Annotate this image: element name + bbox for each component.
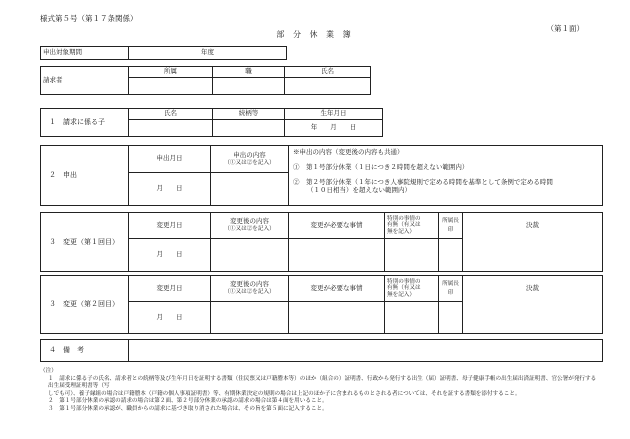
application-period-label: 申出対象期間 (41, 47, 129, 60)
application-option-2-line1: ② 第２号部分休業（１年につき人事院規則で定める時間を基準として条例で定める時間 (293, 177, 553, 186)
change2-col-special-line1: 特別の事情の (387, 278, 421, 285)
change2-reason-field[interactable] (289, 302, 385, 334)
child-label: １ 請求に係る子 (41, 109, 129, 137)
change1-col-special-line3: 無を記入） (387, 228, 415, 235)
change1-col-special-line1: 特別の事情の (387, 215, 421, 222)
application-content-title: ※申出の内容（変更後の内容も共通） (293, 148, 404, 156)
application-col-date: 申出月日 (129, 146, 211, 173)
note-1-line2: しでも可）、養子縁組の場合は戸籍謄本（戸籍の個人事項証明書）等、有期休業決定の規則の場合は上記のほか子に含まれるものとされる者については、それを証する書類を添付すること。 (48, 390, 521, 397)
application-option-1: ① 第１号部分休業（１日につき２時間を超えない範囲内） (293, 162, 469, 171)
child-col-name: 氏名 (129, 109, 213, 120)
change1-col-content (211, 213, 289, 239)
change2-col-date: 変更月日 (129, 276, 211, 302)
application-col-content-sub: （①又は②を記入） (224, 159, 275, 166)
notes-heading: （注） (40, 368, 57, 374)
change1-col-special (385, 213, 439, 239)
application-date-field[interactable]: 月 日 (129, 173, 211, 206)
change1-special-field[interactable] (385, 239, 439, 272)
change2-col-content-sub: （①又は②を記入） (224, 289, 275, 296)
change1-reason-field[interactable] (289, 239, 385, 272)
application-content-field[interactable] (211, 173, 289, 206)
note-3: ３ 第１号部分休業の承認が、職員からの請求に基づき取り消された場合は、その旨を第５面に記入すること。 (48, 405, 328, 412)
notes-section (40, 368, 600, 413)
remarks-field[interactable] (129, 340, 603, 362)
change2-col-special-line3: 無を記入） (387, 291, 415, 298)
child-dob-field[interactable]: 年 月 日 (285, 120, 383, 137)
change2-col-content (211, 276, 289, 302)
change2-table (40, 275, 603, 334)
change1-label: ３ 変更（第１回目） (41, 213, 129, 272)
application-table (40, 145, 603, 206)
child-table (40, 108, 383, 137)
applicant-label: 請求者 (41, 67, 129, 95)
change2-col-seal-line2: 印 (447, 290, 454, 296)
change1-col-content-sub: （①又は②を記入） (224, 226, 275, 233)
application-content-notes (289, 146, 603, 206)
application-col-content-title: 申出の内容 (233, 150, 266, 159)
change2-seal-field[interactable] (439, 302, 463, 334)
change2-col-content-title: 変更後の内容 (230, 280, 269, 289)
note-2: ２ 第１号部分休業の承認の請求の場合は第２面、第２号部分休業の承認の請求の場合は第４面を用いること。 (48, 398, 328, 405)
application-col-content (211, 146, 289, 173)
applicant-col-post: 職 (213, 67, 285, 78)
applicant-col-dept: 所属 (129, 67, 213, 78)
remarks-label: ４ 備 考 (41, 340, 129, 362)
child-relation-field[interactable] (213, 120, 285, 137)
child-col-relation: 続柄等 (213, 109, 285, 120)
change2-col-special-line2: 有無（有又は (387, 285, 421, 292)
child-col-dob: 生年月日 (285, 109, 383, 120)
application-period-value[interactable]: 年度 (129, 47, 287, 60)
change2-col-reason: 変更が必要な事情 (289, 276, 385, 302)
applicant-post-field[interactable] (213, 78, 285, 95)
application-label: ２ 申出 (41, 146, 129, 206)
change2-content-field[interactable] (211, 302, 289, 334)
change2-col-approval: 決裁 (463, 276, 603, 334)
child-name-field[interactable] (129, 120, 213, 137)
application-option-2-line2: （１０日相当）を超えない範囲内） (307, 186, 411, 195)
applicant-table (40, 66, 371, 95)
remarks-table (40, 339, 603, 362)
applicant-dept-field[interactable] (129, 78, 213, 95)
page-title: 部 分 休 業 簿 (276, 30, 354, 39)
change2-date-field[interactable]: 月 日 (129, 302, 211, 334)
change1-date-field[interactable]: 月 日 (129, 239, 211, 272)
page-side-label: （第１面） (546, 24, 584, 33)
change1-col-special-line2: 有無（有又は (387, 222, 421, 229)
change1-content-field[interactable] (211, 239, 289, 272)
applicant-col-name: 氏名 (285, 67, 371, 78)
change2-col-seal-line1: 所属長 (442, 280, 459, 287)
change2-col-special (385, 276, 439, 302)
change1-col-date: 変更月日 (129, 213, 211, 239)
change1-col-reason: 変更が必要な事情 (289, 213, 385, 239)
note-1-line1: １ 請求に係る子の氏名、請求者との続柄等及び生年月日を証明する書類（住民票又は戸籍謄本等）のほか（組合の）証明書、行政から発行する出生（届）証明書、母子健康手帳の出生届出済証明書、官公署が発行する出生届受理証明書等（写 (48, 375, 597, 390)
change2-label: ３ 変更（第２回目） (41, 276, 129, 334)
change1-col-approval: 決裁 (463, 213, 603, 272)
change1-col-seal-line1: 所属長 (442, 217, 459, 224)
change1-table (40, 212, 603, 272)
applicant-name-field[interactable] (285, 78, 371, 95)
change1-seal-field[interactable] (439, 239, 463, 272)
change1-col-seal (439, 213, 463, 239)
change2-col-seal (439, 276, 463, 302)
change1-col-seal-line2: 印 (447, 227, 454, 233)
change1-col-content-title: 変更後の内容 (230, 217, 269, 226)
application-period-table (40, 46, 287, 60)
change2-special-field[interactable] (385, 302, 439, 334)
form-number: 様式第５号（第１７条関係） (40, 14, 138, 23)
